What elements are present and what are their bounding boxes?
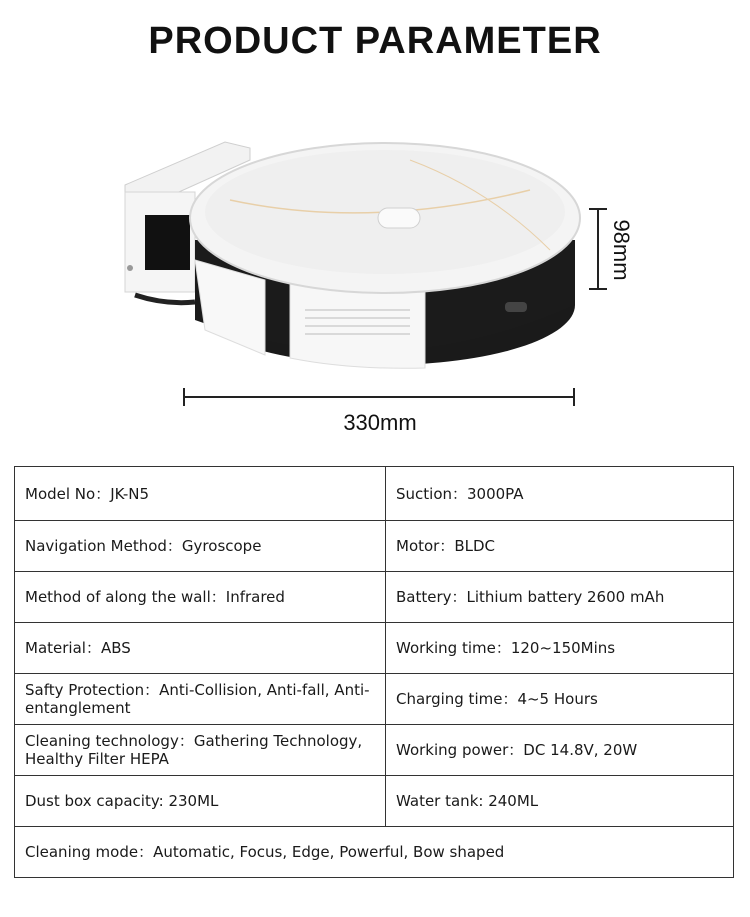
robot-body <box>190 143 580 368</box>
spec-cell: Working time：120~150Mins <box>386 623 734 674</box>
table-row <box>15 521 734 572</box>
page-title: PRODUCT PARAMETER <box>148 20 602 62</box>
spec-cell: Model No：JK-N5 <box>15 467 386 521</box>
spec-cell: Working power：DC 14.8V, 20W <box>386 725 734 776</box>
spec-cell: Dust box capacity: 230ML <box>15 776 386 827</box>
spec-cell: Suction：3000PA <box>386 467 734 521</box>
robot-vacuum-illustration <box>110 130 600 380</box>
table-row <box>15 674 734 725</box>
spec-cell: Water tank: 240ML <box>386 776 734 827</box>
width-dimension-cap-left <box>183 388 185 406</box>
spec-cell: Method of along the wall：Infrared <box>15 572 386 623</box>
height-dimension-cap-bottom <box>589 288 607 290</box>
spec-cell: Material：ABS <box>15 623 386 674</box>
height-dimension-label: 98mm <box>609 219 634 281</box>
width-dimension-label: 330mm <box>343 410 417 435</box>
table-row <box>15 572 734 623</box>
spec-cell: Cleaning technology：Gathering Technology, Healthy Filter HEPA <box>15 725 386 776</box>
spec-cell-cleaning-mode: Cleaning mode：Automatic, Focus, Edge, Powerful, Bow shaped <box>15 827 734 878</box>
table-row <box>15 725 734 776</box>
height-dimension-cap-top <box>589 208 607 210</box>
spec-table <box>14 466 734 878</box>
spec-cell: Motor：BLDC <box>386 521 734 572</box>
width-dimension-line <box>183 396 575 398</box>
table-row <box>15 827 734 878</box>
table-row <box>15 467 734 521</box>
spec-cell: Safty Protection：Anti-Collision, Anti-fall, Anti-entanglement <box>15 674 386 725</box>
spec-cell: Battery：Lithium battery 2600 mAh <box>386 572 734 623</box>
spec-cell: Navigation Method：Gyroscope <box>15 521 386 572</box>
table-row <box>15 623 734 674</box>
spec-cell: Charging time：4~5 Hours <box>386 674 734 725</box>
table-row <box>15 776 734 827</box>
height-dimension-line <box>597 208 599 290</box>
width-dimension-cap-right <box>573 388 575 406</box>
